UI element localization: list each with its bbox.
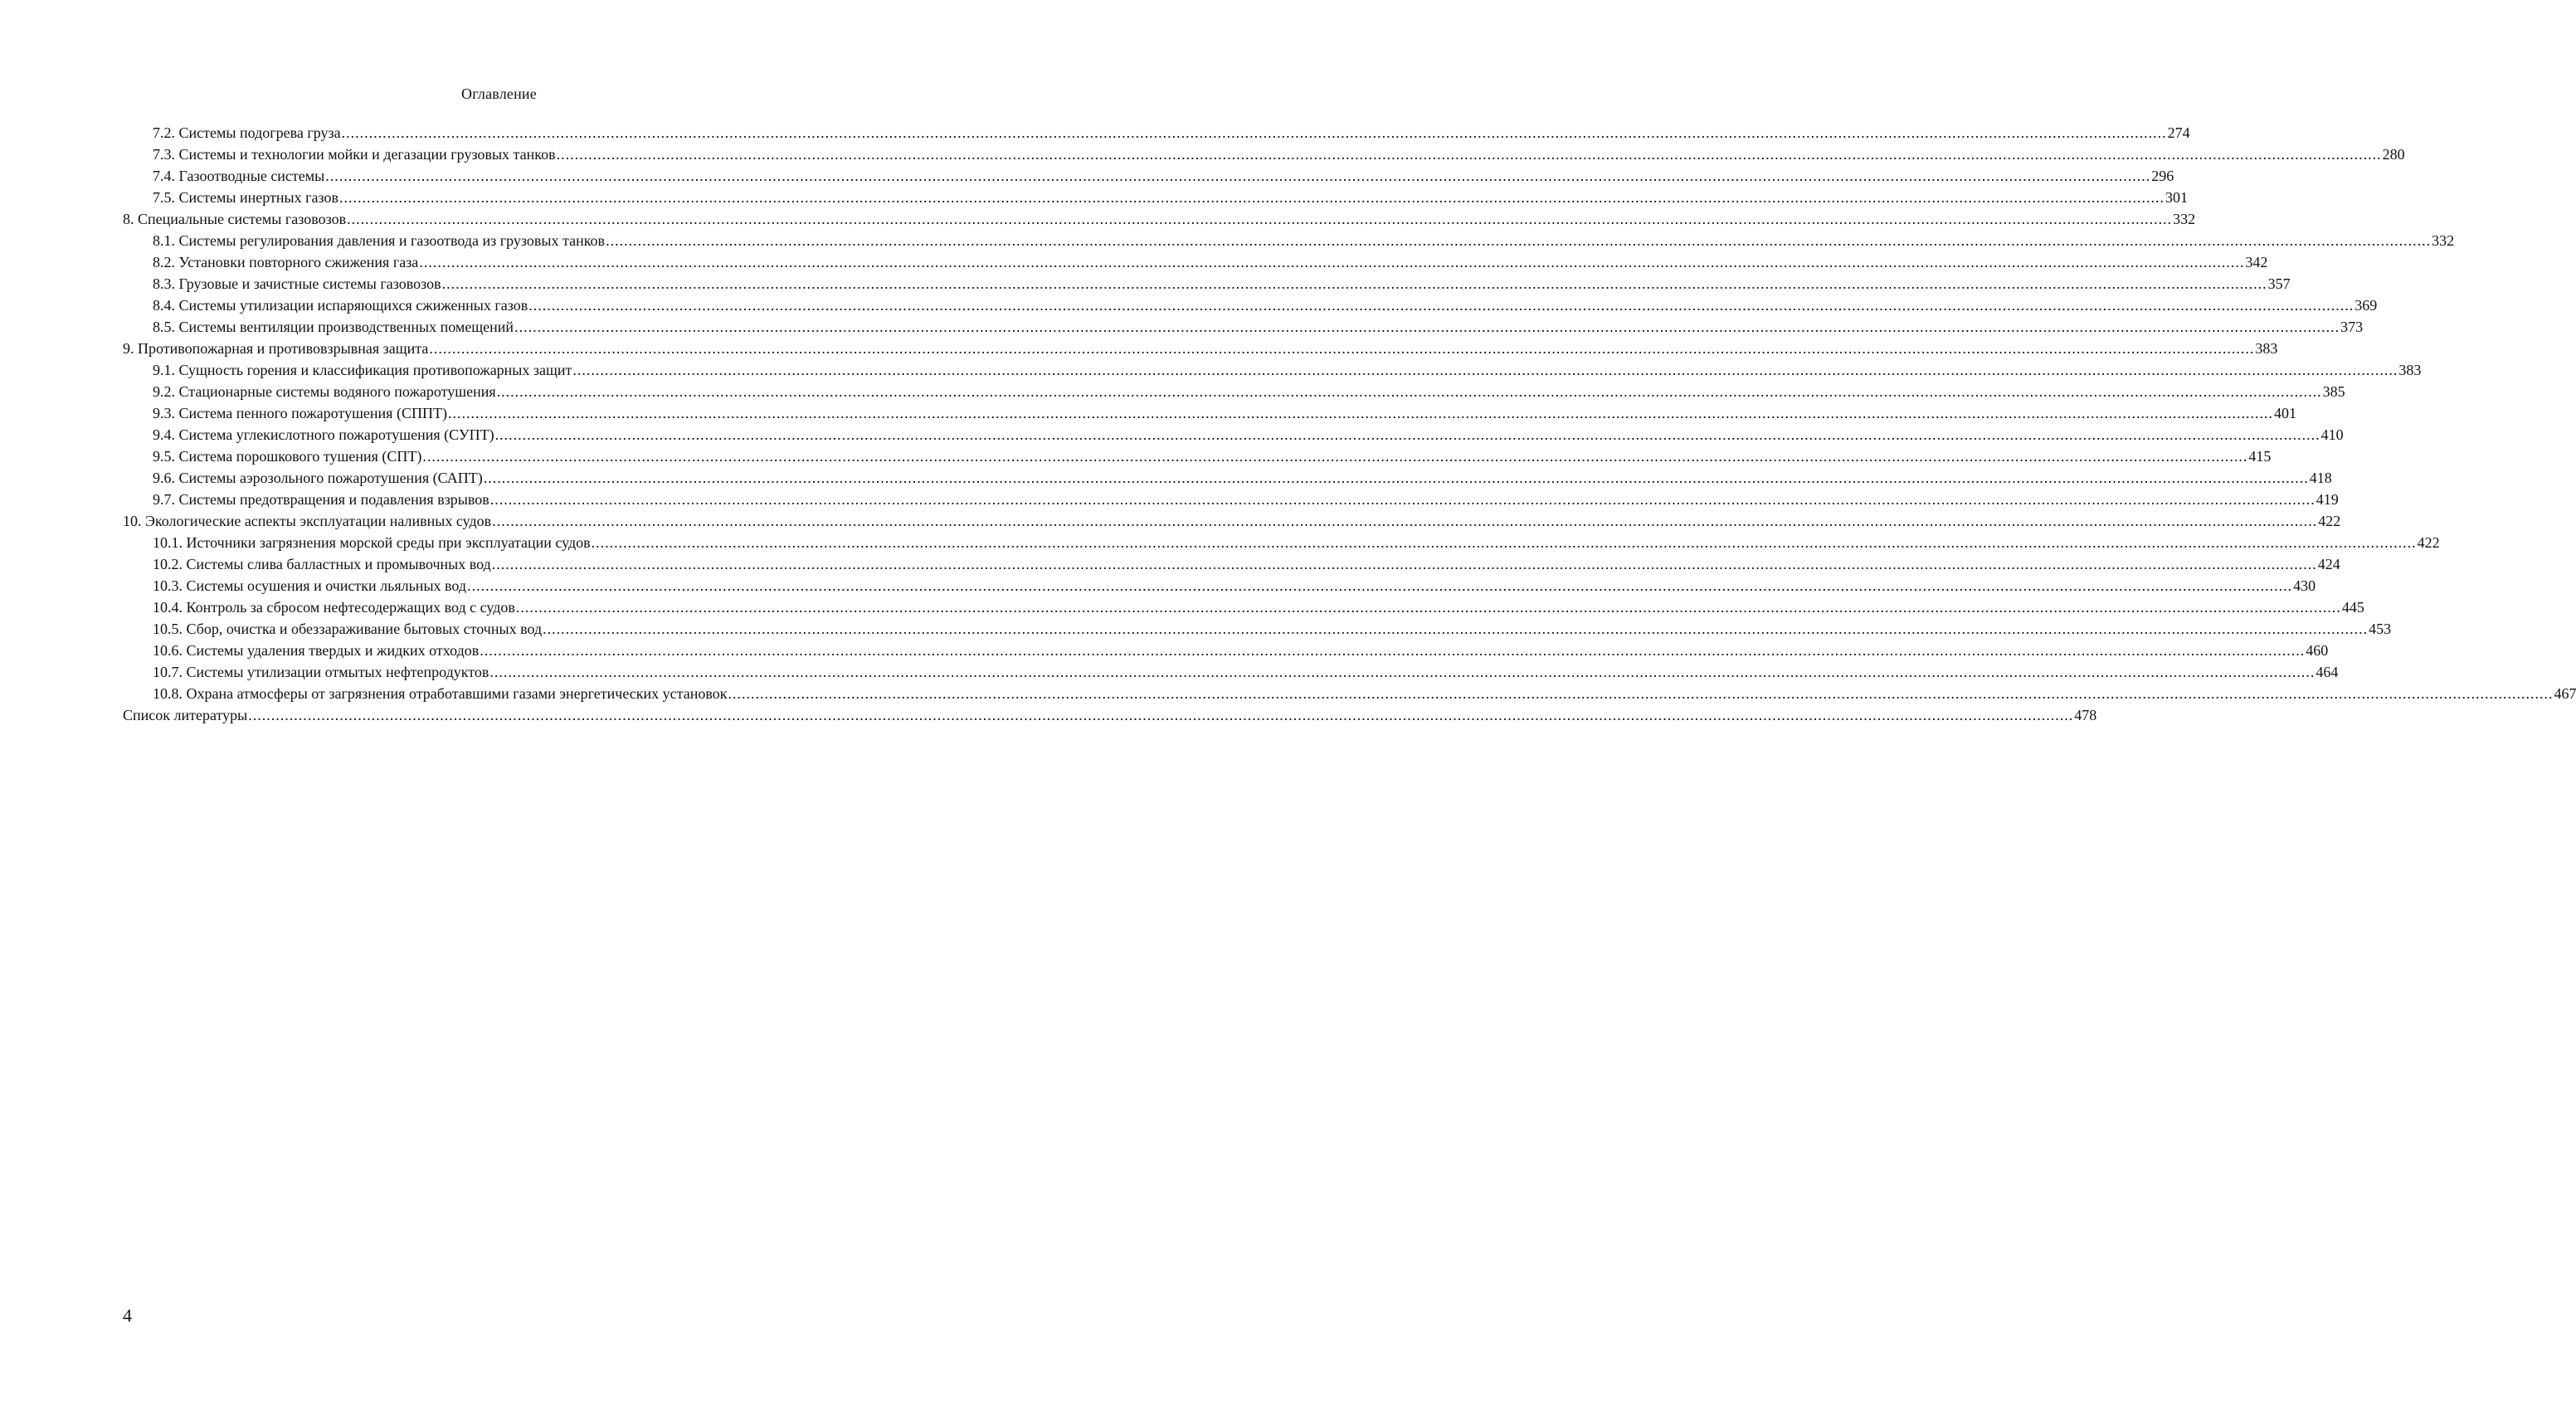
- toc-dot-leader: ................................................................................................................................................................................................................................................................................................................................................................................................................: [496, 383, 2322, 400]
- toc-entry: [123, 122, 2190, 144]
- toc-entry-page: 280: [2382, 146, 2405, 163]
- toc-entry-label: 9.4. Система углекислотного пожаротушения (СУПТ): [153, 426, 494, 443]
- toc-dot-leader: ................................................................................................................................................................................................................................................................................................................................................................................................................: [347, 211, 2173, 227]
- toc-dot-leader: ................................................................................................................................................................................................................................................................................................................................................................................................................: [480, 642, 2306, 659]
- toc-entry-page: 464: [2315, 664, 2339, 680]
- toc-entry: [123, 230, 2455, 251]
- toc-entry-page: 478: [2074, 707, 2097, 723]
- toc-entry-label: 10.2. Системы слива балластных и промывочных вод: [153, 556, 491, 572]
- toc-entry: [123, 618, 2392, 640]
- toc-dot-leader: ................................................................................................................................................................................................................................................................................................................................................................................................................: [325, 168, 2151, 184]
- toc-dot-leader: ................................................................................................................................................................................................................................................................................................................................................................................................................: [514, 319, 2340, 335]
- toc-dot-leader: ................................................................................................................................................................................................................................................................................................................................................................................................................: [556, 146, 2382, 163]
- toc-entry-page: 424: [2317, 556, 2340, 572]
- toc-dot-leader: ................................................................................................................................................................................................................................................................................................................................................................................................................: [441, 275, 2267, 292]
- toc-entry-page: 383: [2398, 362, 2422, 378]
- toc-entry-label: 10.7. Системы утилизации отмытых нефтепродуктов: [153, 664, 489, 680]
- toc-entry-label: 9.7. Системы предотвращения и подавления взрывов: [153, 491, 489, 508]
- toc-entry-label: Список литературы: [123, 707, 248, 723]
- toc-entry: [123, 640, 2329, 661]
- toc-entry: [123, 467, 2332, 489]
- toc-entry: [123, 661, 2339, 683]
- toc-entry: [123, 532, 2440, 553]
- toc-entry: [123, 489, 2339, 510]
- toc-entry-label: 10.4. Контроль за сбросом нефтесодержащих вод с судов: [153, 599, 515, 616]
- toc-entry-page: 401: [2273, 405, 2296, 421]
- toc-entry: [123, 338, 2278, 359]
- toc-entry-label: 9.5. Система порошкового тушения (СПТ): [153, 448, 422, 465]
- toc-dot-leader: ................................................................................................................................................................................................................................................................................................................................................................................................................: [728, 685, 2554, 702]
- toc-entry-label: 7.4. Газоотводные системы: [153, 168, 325, 184]
- toc-entry-label: 7.2. Системы подогрева груза: [153, 124, 341, 141]
- toc-entry-page: 274: [2167, 124, 2190, 141]
- toc-entry-page: 296: [2151, 168, 2174, 184]
- toc-dot-leader: ................................................................................................................................................................................................................................................................................................................................................................................................................: [341, 124, 2167, 141]
- toc-entry-label: 10. Экологические аспекты эксплуатации наливных судов: [123, 513, 492, 529]
- toc-entry: [123, 144, 2405, 165]
- toc-entry-label: 10.5. Сбор, очистка и обеззараживание бытовых сточных вод: [153, 621, 543, 637]
- toc-entry-label: 9.6. Системы аэрозольного пожаротушения (САПТ): [153, 470, 483, 486]
- toc-entry-label: 9. Противопожарная и противовзрывная защита: [123, 340, 429, 357]
- toc-dot-leader: ................................................................................................................................................................................................................................................................................................................................................................................................................: [515, 599, 2341, 616]
- toc-dot-leader: ................................................................................................................................................................................................................................................................................................................................................................................................................: [419, 254, 2245, 270]
- toc-dot-leader: ................................................................................................................................................................................................................................................................................................................................................................................................................: [572, 362, 2398, 378]
- toc-entry: [123, 683, 2576, 704]
- toc-entry: [123, 208, 2196, 230]
- toc-entry: [123, 596, 2364, 618]
- toc-dot-leader: ................................................................................................................................................................................................................................................................................................................................................................................................................: [494, 426, 2320, 443]
- table-of-contents: [123, 122, 2576, 726]
- toc-dot-leader: ................................................................................................................................................................................................................................................................................................................................................................................................................: [429, 340, 2255, 357]
- toc-entry-label: 9.1. Сущность горения и классификация противопожарных защит: [153, 362, 572, 378]
- toc-entry-label: 10.3. Системы осушения и очистки льяльных вод: [153, 577, 467, 594]
- toc-entry: [123, 295, 2378, 316]
- page-title: Оглавление: [461, 85, 537, 102]
- toc-entry-page: 332: [2432, 232, 2455, 249]
- toc-dot-leader: ................................................................................................................................................................................................................................................................................................................................................................................................................: [491, 556, 2317, 572]
- toc-entry-page: 383: [2255, 340, 2278, 357]
- toc-dot-leader: ................................................................................................................................................................................................................................................................................................................................................................................................................: [447, 405, 2273, 421]
- toc-entry-label: 8.3. Грузовые и зачистные системы газовозов: [153, 275, 441, 292]
- toc-entry-label: 8. Специальные системы газовозов: [123, 211, 347, 227]
- toc-dot-leader: ................................................................................................................................................................................................................................................................................................................................................................................................................: [543, 621, 2369, 637]
- toc-entry-page: 342: [2245, 254, 2268, 270]
- toc-entry: [123, 424, 2344, 446]
- toc-dot-leader: ................................................................................................................................................................................................................................................................................................................................................................................................................: [591, 534, 2417, 551]
- toc-entry: [123, 553, 2340, 575]
- toc-entry: [123, 316, 2364, 338]
- toc-entry-page: 467: [2554, 685, 2576, 702]
- toc-entry-label: 8.4. Системы утилизации испаряющихся сжиженных газов: [153, 297, 528, 314]
- toc-dot-leader: ................................................................................................................................................................................................................................................................................................................................................................................................................: [483, 470, 2309, 486]
- toc-entry: [123, 510, 2341, 532]
- toc-entry: [123, 381, 2345, 402]
- toc-entry-page: 357: [2267, 275, 2291, 292]
- toc-entry-label: 9.3. Система пенного пожаротушения (СППТ): [153, 405, 447, 421]
- toc-entry: [123, 251, 2268, 273]
- toc-entry: [123, 402, 2296, 424]
- toc-entry-page: 419: [2315, 491, 2339, 508]
- toc-entry: [123, 187, 2188, 208]
- toc-dot-leader: ................................................................................................................................................................................................................................................................................................................................................................................................................: [528, 297, 2354, 314]
- toc-dot-leader: ................................................................................................................................................................................................................................................................................................................................................................................................................: [467, 577, 2293, 594]
- toc-dot-leader: ................................................................................................................................................................................................................................................................................................................................................................................................................: [338, 189, 2165, 206]
- toc-entry-page: 410: [2320, 426, 2344, 443]
- page-number: 4: [123, 1305, 132, 1326]
- toc-entry-page: 453: [2369, 621, 2392, 637]
- toc-entry: [123, 704, 2097, 726]
- toc-entry-page: 373: [2340, 319, 2364, 335]
- toc-entry-label: 9.2. Стационарные системы водяного пожаротушения: [153, 383, 496, 400]
- toc-entry-page: 415: [2248, 448, 2272, 465]
- toc-dot-leader: ................................................................................................................................................................................................................................................................................................................................................................................................................: [422, 448, 2248, 465]
- toc-entry: [123, 446, 2272, 467]
- toc-entry-page: 418: [2309, 470, 2332, 486]
- toc-dot-leader: ................................................................................................................................................................................................................................................................................................................................................................................................................: [489, 491, 2315, 508]
- toc-entry: [123, 165, 2174, 187]
- toc-entry: [123, 575, 2316, 596]
- toc-entry-page: 430: [2293, 577, 2316, 594]
- toc-dot-leader: ................................................................................................................................................................................................................................................................................................................................................................................................................: [492, 513, 2318, 529]
- toc-entry-page: 301: [2165, 189, 2188, 206]
- toc-dot-leader: ................................................................................................................................................................................................................................................................................................................................................................................................................: [489, 664, 2315, 680]
- toc-entry-page: 422: [2318, 513, 2341, 529]
- toc-entry-label: 8.2. Установки повторного сжижения газа: [153, 254, 419, 270]
- toc-entry-page: 369: [2354, 297, 2378, 314]
- toc-entry: [123, 359, 2422, 381]
- toc-entry-page: 385: [2322, 383, 2345, 400]
- toc-entry-label: 8.1. Системы регулирования давления и газоотвода из грузовых танков: [153, 232, 606, 249]
- toc-dot-leader: ................................................................................................................................................................................................................................................................................................................................................................................................................: [606, 232, 2432, 249]
- toc-entry: [123, 273, 2291, 295]
- toc-dot-leader: ................................................................................................................................................................................................................................................................................................................................................................................................................: [248, 707, 2074, 723]
- toc-entry-label: 7.5. Системы инертных газов: [153, 189, 338, 206]
- toc-entry-page: 445: [2341, 599, 2364, 616]
- toc-entry-label: 10.6. Системы удаления твердых и жидких отходов: [153, 642, 480, 659]
- toc-entry-label: 10.8. Охрана атмосферы от загрязнения отработавшими газами энергетических установок: [153, 685, 728, 702]
- toc-entry-label: 7.3. Системы и технологии мойки и дегазации грузовых танков: [153, 146, 556, 163]
- toc-entry-page: 460: [2306, 642, 2329, 659]
- toc-entry-page: 422: [2417, 534, 2440, 551]
- toc-entry-label: 8.5. Системы вентиляции производственных помещений: [153, 319, 514, 335]
- toc-entry-page: 332: [2173, 211, 2196, 227]
- toc-entry-label: 10.1. Источники загрязнения морской среды при эксплуатации судов: [153, 534, 591, 551]
